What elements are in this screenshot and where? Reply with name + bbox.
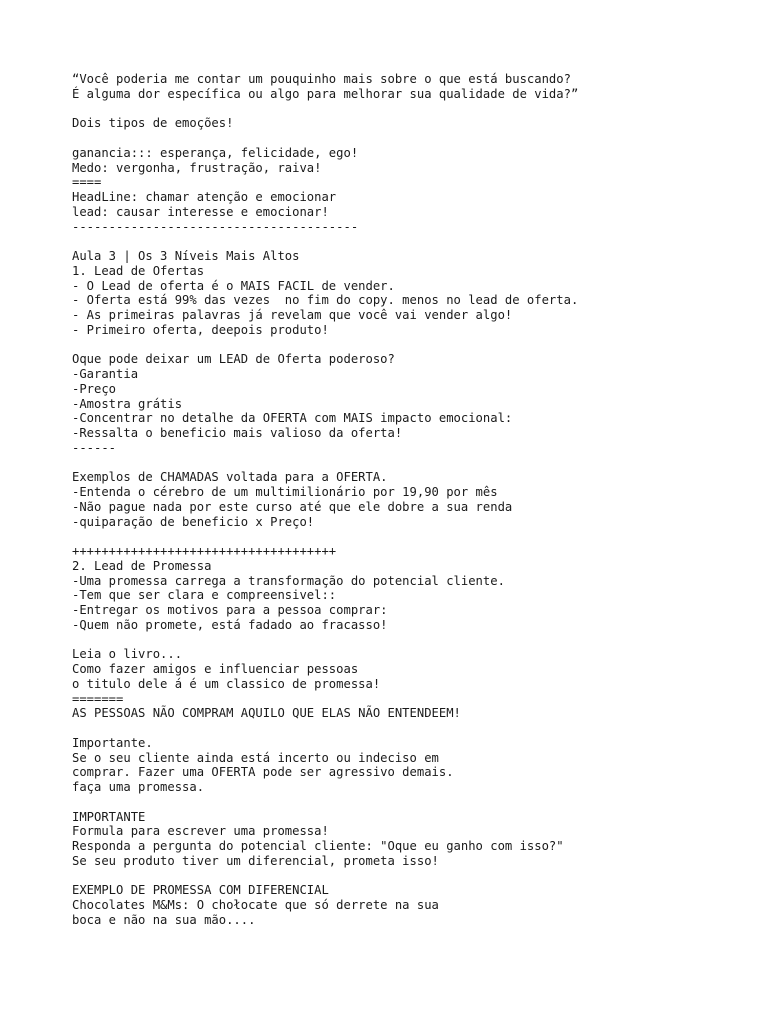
blank-line <box>72 795 752 810</box>
text-line: HeadLine: chamar atenção e emocionar <box>72 190 337 204</box>
text-line: - Oferta está 99% das vezes no fim do copy. menos no lead de oferta. <box>72 293 579 308</box>
text-line: o titulo dele á é um classico de promessa! <box>72 676 381 691</box>
text-line: boca e não na sua mão.... <box>72 912 256 927</box>
blank-line <box>72 869 752 884</box>
blank-line <box>72 456 752 471</box>
text-line: ganancia::: esperança, felicidade, ego! <box>72 145 359 160</box>
text-line: -Quem não promete, está fadado ao fracasso! <box>72 617 388 632</box>
text-line: IMPORTANTE <box>72 809 146 824</box>
text-line: -Preço <box>72 381 117 396</box>
text-line: -Concentrar no detalhe da OFERTA com MAIS impacto emocional: <box>72 411 513 426</box>
text-line: É alguma dor específica ou algo para melhorar sua qualidade de vida?” <box>72 86 579 101</box>
text-line: -Não pague nada por este curso até que ele dobre a sua renda <box>72 499 513 514</box>
blank-line <box>72 131 752 146</box>
text-line: AS PESSOAS NÃO COMPRAM AQUILO QUE ELAS NÃO ENTENDEEM! <box>72 706 461 721</box>
text-line: Importante. <box>72 735 153 750</box>
text-line: - O Lead de oferta é o MAIS FACIL de vender. <box>72 278 395 293</box>
text-line: Se o seu cliente ainda está incerto ou indeciso em <box>72 750 439 765</box>
text-line: lead: causar interesse e emocionar! <box>72 204 329 219</box>
blank-line <box>72 529 752 544</box>
text-line: Se seu produto tiver um diferencial, prometa isso! <box>72 853 439 868</box>
text-line: 2. Lead de Promessa <box>72 558 212 573</box>
text-line: ======= <box>72 691 124 706</box>
text-line: Formula para escrever uma promessa! <box>72 824 329 839</box>
text-line: -Garantia <box>72 367 139 381</box>
text-line: Responda a pergunta do potencial cliente: "Oque eu ganho com isso?" <box>72 839 564 853</box>
text-line: Dois tipos de emoções! <box>72 116 234 131</box>
text-line: EXEMPLO DE PROMESSA COM DIFERENCIAL <box>72 883 329 898</box>
text-line: “Você poderia me contar um pouquinho mais sobre o que está buscando? <box>72 72 571 86</box>
blank-line <box>72 338 752 353</box>
text-line: -Entenda o cérebro de um multimilionário por 19,90 por mês <box>72 485 498 499</box>
text-line: -Ressalta o beneficio mais valioso da oferta! <box>72 426 403 440</box>
blank-line <box>72 234 752 249</box>
text-line: ------ <box>72 440 117 455</box>
text-line: Leia o livro... <box>72 647 183 662</box>
text-line: Aula 3 | Os 3 Níveis Mais Altos <box>72 249 300 263</box>
text-line: ==== <box>72 175 102 190</box>
text-line: -quiparação de beneficio x Preço! <box>72 514 315 529</box>
text-line: -Amostra grátis <box>72 396 183 411</box>
text-line: Como fazer amigos e influenciar pessoas <box>72 662 359 676</box>
text-line: -Uma promessa carrega a transformação do potencial cliente. <box>72 573 505 588</box>
text-line: - Primeiro oferta, deepois produto! <box>72 322 329 337</box>
text-line: -Tem que ser clara e compreensivel:: <box>72 588 337 603</box>
text-line: Oque pode deixar um LEAD de Oferta poderoso? <box>72 352 395 367</box>
text-line: --------------------------------------- <box>72 219 359 234</box>
text-line: ++++++++++++++++++++++++++++++++++++ <box>72 544 337 558</box>
text-line: 1. Lead de Ofertas <box>72 263 205 278</box>
text-line: Chocolates M&Ms: O chołocate que só derrete na sua <box>72 898 439 912</box>
text-line: Exemplos de CHAMADAS voltada para a OFERTA. <box>72 470 388 485</box>
blank-line <box>72 633 752 648</box>
text-line: - As primeiras palavras já revelam que você vai vender algo! <box>72 308 513 322</box>
blank-line <box>72 102 752 117</box>
text-line: faça uma promessa. <box>72 780 205 794</box>
text-line: -Entregar os motivos para a pessoa comprar: <box>72 603 388 617</box>
text-line: Medo: vergonha, frustração, raiva! <box>72 160 322 175</box>
text-line: comprar. Fazer uma OFERTA pode ser agressivo demais. <box>72 765 454 780</box>
blank-line <box>72 721 752 736</box>
document-page <box>72 72 752 928</box>
